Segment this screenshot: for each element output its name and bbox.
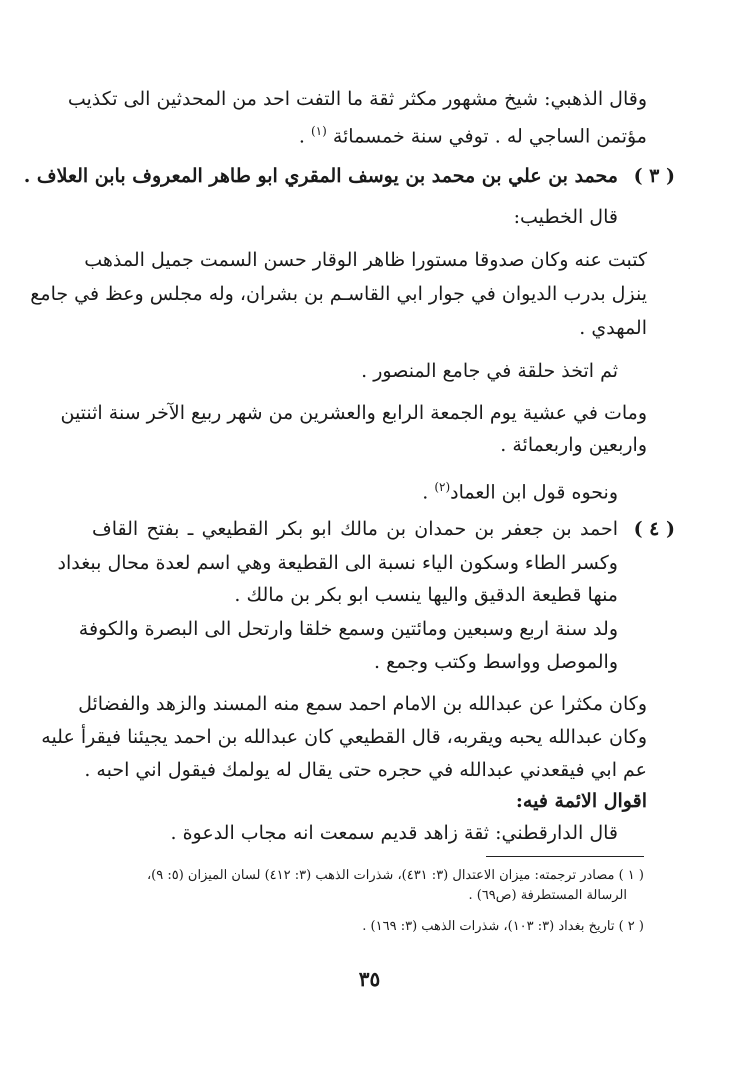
line-text: . — [422, 481, 435, 504]
paragraph-line: ثم اتخذ حلقة في جامع المنصور . — [361, 360, 618, 382]
footnote: ( ١ ) مصادر ترجمته: ميزان الاعتدال (٣: ٤٣١)، شذرات الذهب (٣: ٤١٢) لسان الميزان (٥: ٩)، — [146, 868, 644, 883]
paragraph-line: وكسر الطاء وسكون الياء نسبة الى القطيعة وهي اسم لعدة محال ببغداد — [57, 552, 618, 574]
entry-number: ( ٤ ) — [633, 518, 675, 540]
paragraph-line: ولد سنة اربع وسبعين ومائتين وسمع خلقا وارتحل الى البصرة والكوفة — [78, 618, 618, 640]
paragraph-line: ينزل بدرب الديوان في جوار ابي القاسـم بن بشران، وله مجلس وعظ في جامع — [30, 283, 647, 305]
footnote-separator — [486, 856, 644, 857]
entry-title: احمد بن جعفر بن حمدان بن مالك ابو بكر القطيعي ـ بفتح القاف — [92, 518, 618, 540]
paragraph-line: كتبت عنه وكان صدوقا مستورا ظاهر الوقار حسن السمت جميل المذهب — [84, 249, 647, 271]
paragraph-line — [422, 474, 618, 505]
footnote-ref: (١) — [310, 124, 327, 138]
quote-attribution: قال الخطيب: — [513, 206, 618, 228]
paragraph-line: وقال الذهبي: شيخ مشهور مكثر ثقة ما التفت احد من المحدثين الى تكذيب — [67, 88, 647, 110]
paragraph-line: وكان عبدالله يحبه ويقربه، قال القطيعي كان عبدالله بن احمد يجيئنا فيقرأ عليه — [41, 726, 647, 748]
paragraph-line: مؤتمن الساجي له . توفي سنة خمسمائة $^{(١)}$ . — [298, 124, 647, 148]
entry-number: ( ٣ ) — [633, 165, 675, 187]
paragraph-line: عم ابي فيقعدني عبدالله في حجره حتى يقال له يولمك فيقول اني احبه . — [84, 759, 647, 781]
paragraph-line: قال الدارقطني: ثقة زاهد قديم سمعت انه مجاب الدعوة . — [170, 822, 618, 844]
paragraph-line: وكان مكثرا عن عبدالله بن الامام احمد سمع منه المسند والزهد والفضائل — [78, 693, 647, 715]
section-heading: اقوال الائمة فيه: — [515, 790, 647, 812]
paragraph-line: منها قطيعة الدقيق واليها ينسب ابو بكر بن مالك . — [234, 584, 618, 606]
entry-title: محمد بن علي بن محمد بن يوسف المقري ابو طاهر المعروف بابن العلاف . — [23, 165, 618, 187]
paragraph-line: واربعين واربعمائة . — [500, 434, 647, 456]
line-text: مؤتمن الساجي له . توفي سنة خمسمائة — [332, 125, 647, 148]
footnote-ref: (٢) — [434, 480, 451, 494]
footnote: الرسالة المستطرفة (ص٦٩) . — [468, 888, 627, 903]
paragraph-line: والموصل وواسط وكتب وجمع . — [374, 651, 618, 673]
footnote: ( ٢ ) تاريخ بغداد (٣: ١٠٣)، شذرات الذهب (٣: ١٦٩) . — [362, 919, 644, 934]
line-text: ونحوه قول ابن العماد — [450, 481, 618, 504]
page-number: ٣٥ — [358, 967, 381, 991]
paragraph-line: المهدي . — [579, 317, 647, 339]
paragraph-line: ومات في عشية يوم الجمعة الرابع والعشرين من شهر ربيع الآخر سنة اثنتين — [60, 402, 647, 424]
